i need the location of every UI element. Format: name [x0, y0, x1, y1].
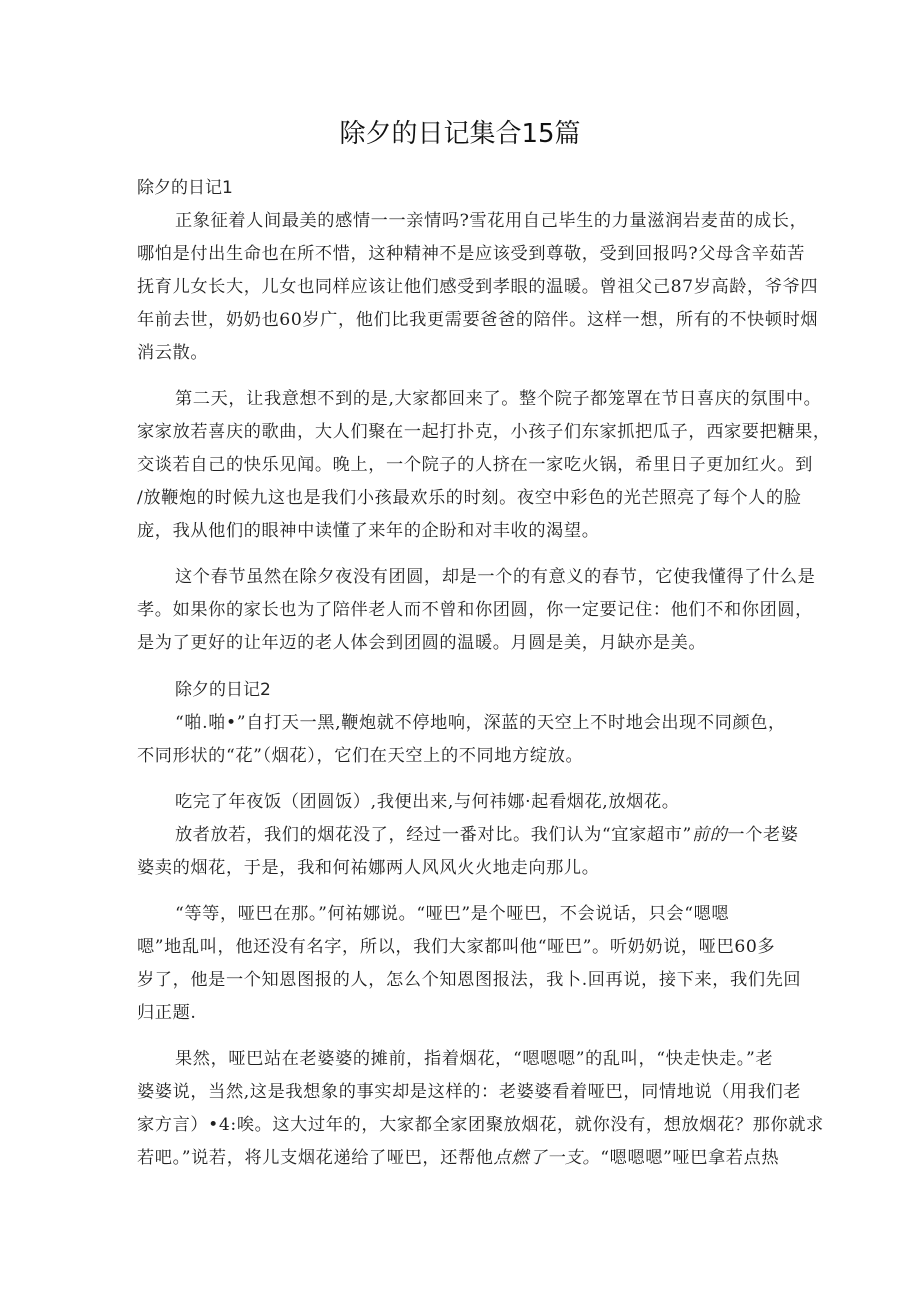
- text-run: 放者放若，我们的烟花没了，经过一番对比。我们认为“宜家超市”: [175, 825, 692, 845]
- paragraph-line: 抚育儿女长大，儿女也同样应该让他们感受到孝眼的温暖。曾祖父己87岁高龄，爷爷四: [137, 277, 819, 297]
- paragraph-line: 这个春节虽然在除夕夜没有团圆，却是一个的有意义的春节，它使我懂得了什么是: [175, 567, 816, 587]
- section-heading-2: 除夕的日记2: [175, 680, 271, 700]
- paragraph-line: 庞，我从他们的眼神中读懂了来年的企盼和对丰收的渴望。: [137, 521, 600, 541]
- paragraph-line: 果然，哑巴站在老婆婆的摊前，指着烟花，“嗯嗯嗯”的乱叫，“快走快走。”老: [175, 1049, 774, 1069]
- paragraph-line: 交谈若自己的快乐见闻。晚上，一个院子的人挤在一家吃火锅，希里日子更加红火。到: [137, 455, 813, 475]
- paragraph-line: 消云散。: [137, 343, 209, 363]
- section-heading-1: 除夕的日记1: [137, 178, 233, 198]
- text-run: 一个老婆: [727, 825, 799, 845]
- paragraph-line: 哪怕是付出生命也在所不惜，这种精神不是应该受到尊敬，受到回报吗?父母含辛茹苦: [137, 244, 805, 264]
- page-title: 除夕的日记集合15篇: [339, 119, 581, 149]
- italic-run: 点燃了一支。: [493, 1148, 601, 1168]
- paragraph-line: 年前去世，奶奶也60岁广，他们比我更需要爸爸的陪伴。这样一想，所有的不快顿时烟: [137, 310, 819, 330]
- paragraph-line: 不同形状的“花”（烟花），它们在天空上的不同地方绽放。: [137, 746, 584, 766]
- paragraph-line: [137, 1143, 779, 1168]
- paragraph-line: 嗯”地乱叫，他还没有名字，所以，我们大家都叫他“哑巴”。听奶奶说，哑巴60多: [137, 937, 776, 957]
- paragraph-line: 孝。如果你的家长也为了陪伴老人而不曾和你团圆，你一定要记住：他们不和你团圆，: [137, 600, 813, 620]
- paragraph-line: 岁了，他是一个知恩图报的人，怎么个知恩图报法，我卜.回再说，接下来，我们先回: [137, 970, 802, 990]
- paragraph-line: 婆婆说，当然,这是我想象的事实却是这样的：老婆婆看着哑巴，同情地说（用我们老: [137, 1082, 802, 1102]
- paragraph-line: “啪.啪•”自打天一黑,鞭炮就不停地响，深蓝的天空上不时地会出现不同颜色，: [175, 713, 786, 733]
- paragraph-line: 是为了更好的让年迈的老人体会到团圆的温暖。月圆是美，月缺亦是美。: [137, 633, 707, 653]
- paragraph-line: 家家放若喜庆的歌曲，大人们聚在一起打扑克，小孩子们东家抓把瓜子，西家要把糖果，: [137, 422, 831, 442]
- text-run: 若吧。”说若，将儿支烟花递给了哑巴，还帮他: [137, 1148, 494, 1168]
- paragraph-line: 吃完了年夜饭（团圆饭）,我便出来,与何祎娜·起看烟花,放烟花。: [175, 792, 680, 812]
- paragraph-line: 婆卖的烟花，于是，我和何祐娜两人风风火火地走向那儿。: [137, 858, 600, 878]
- paragraph-line: 家方言）•4:唉。这大过年的，大家都全家团聚放烟花，就你没有，想放烟花？那你就求: [137, 1115, 824, 1135]
- paragraph-line: 归正题.: [137, 1003, 197, 1023]
- italic-run: 前的: [691, 825, 728, 845]
- paragraph-line: 第二天，让我意想不到的是,大家都回来了。整个院子都笼罩在节日喜庆的氛围中。: [175, 389, 822, 409]
- paragraph-line: “等等，哑巴在那。”何祐娜说。“哑巴”是个哑巴，不会说话，只会“嗯嗯: [175, 904, 730, 924]
- paragraph-line: [175, 820, 799, 845]
- paragraph-line: 正象征着人间最美的感情一一亲情吗?雪花用自己毕生的力量滋润岩麦苗的成长，: [175, 211, 808, 231]
- text-run: “嗯嗯嗯”哑巴拿若点热: [600, 1148, 780, 1168]
- paragraph-line: /放鞭炮的时候九这也是我们小孩最欢乐的时刻。夜空中彩色的光芒照亮了每个人的脸: [137, 488, 802, 508]
